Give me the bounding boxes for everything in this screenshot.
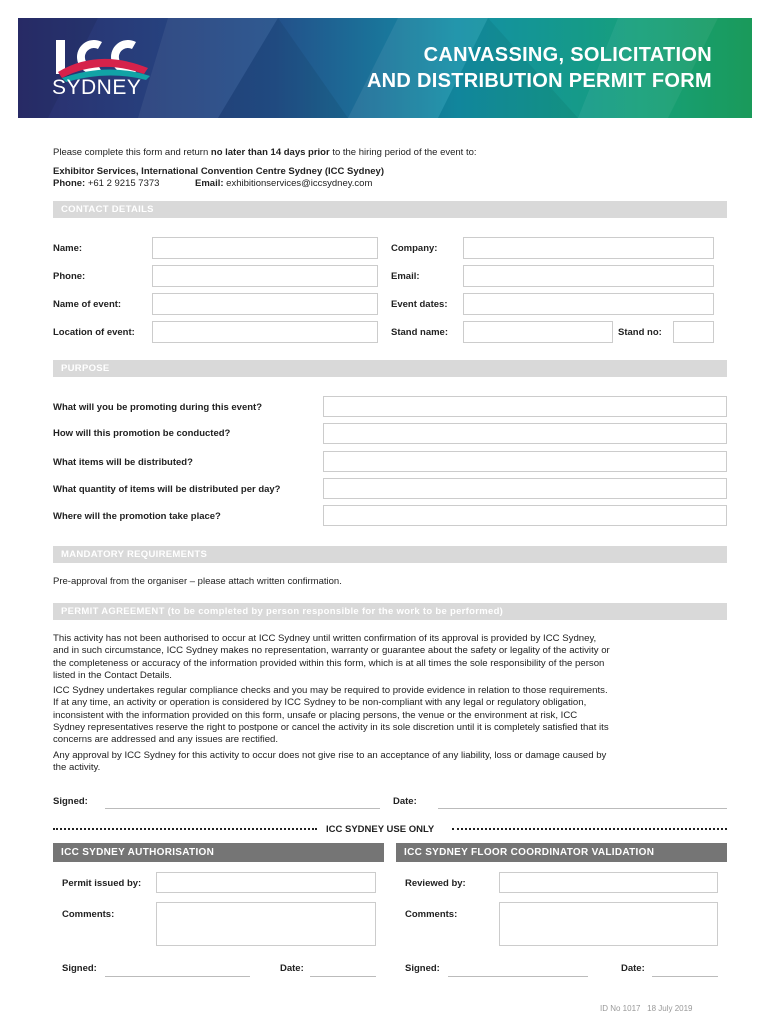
- email-label: Email:: [195, 178, 224, 189]
- date-label: Date:: [393, 796, 417, 807]
- date-field[interactable]: [438, 794, 727, 809]
- name-label: Name:: [53, 243, 83, 254]
- comments-right-label: Comments:: [405, 909, 458, 920]
- date-left-label: Date:: [280, 963, 304, 974]
- phone-label: Phone:: [53, 178, 86, 189]
- intro-text: [53, 147, 477, 158]
- items-field[interactable]: [323, 451, 727, 472]
- event-dates-field[interactable]: [463, 293, 714, 315]
- signed-field[interactable]: [105, 794, 380, 809]
- stand-name-label: Stand name:: [391, 327, 449, 338]
- contact-line: Exhibitor Services, International Convention Centre Sydney (ICC Sydney): [53, 166, 384, 177]
- title-line-1: CANVASSING, SOLICITATION: [423, 44, 712, 66]
- agreement-line: and in such circumstance, ICC Sydney makes no representation, warranty or guarantee about the safety or legality of the activity or: [53, 645, 610, 657]
- comments-right-field[interactable]: [499, 902, 718, 946]
- floor-coordinator-heading: ICC SYDNEY FLOOR COORDINATOR VALIDATION: [396, 843, 727, 862]
- stand-name-field[interactable]: [463, 321, 613, 343]
- intro-post: to the hiring period of the event to:: [329, 147, 477, 158]
- signed-left-label: Signed:: [62, 963, 97, 974]
- phone-value: +61 2 9215 7373: [85, 178, 160, 189]
- event-dates-label: Event dates:: [391, 299, 448, 310]
- divider-dots-right: [452, 828, 727, 830]
- quantity-field[interactable]: [323, 478, 727, 499]
- comments-left-field[interactable]: [156, 902, 376, 946]
- comments-left-label: Comments:: [62, 909, 115, 920]
- conducted-label: How will this promotion be conducted?: [53, 428, 231, 439]
- logo-sydney-text: SYDNEY: [52, 76, 142, 99]
- mandatory-text: Pre-approval from the organiser – please attach written confirmation.: [53, 576, 342, 587]
- authorisation-heading: ICC SYDNEY AUTHORISATION: [53, 843, 384, 862]
- agreement-line: ICC Sydney undertakes regular compliance checks and you may be required to provide evidence in relation to those requirements.: [53, 685, 608, 697]
- event-name-field[interactable]: [152, 293, 378, 315]
- agreement-line: If at any time, an activity or operation is considered by ICC Sydney to be non-compliant with any legal or regulatory obligation,: [53, 697, 587, 709]
- header-banner: [18, 18, 752, 118]
- agreement-line: inconsistent with the information provided on this form, unsafe or placing persons, the venue or the environment at risk, ICC: [53, 709, 578, 721]
- reviewed-field[interactable]: [499, 872, 718, 893]
- phone-line: [53, 178, 159, 189]
- page-title: [367, 42, 712, 94]
- agreement-line: listed in the Contact Details.: [53, 669, 172, 681]
- phone-field[interactable]: [152, 265, 378, 287]
- date-right-field[interactable]: [652, 962, 718, 977]
- name-field[interactable]: [152, 237, 378, 259]
- quantity-label: What quantity of items will be distributed per day?: [53, 484, 281, 495]
- mandatory-heading: MANDATORY REQUIREMENTS: [53, 546, 727, 563]
- company-label: Company:: [391, 243, 438, 254]
- location-promo-label: Where will the promotion take place?: [53, 511, 221, 522]
- signed-right-field[interactable]: [448, 962, 588, 977]
- agreement-line: Any approval by ICC Sydney for this activity to occur does not give rise to an acceptance of any liability, loss or damage caused by: [53, 749, 607, 761]
- divider-dots-left: [53, 828, 317, 830]
- contact-details-heading: CONTACT DETAILS: [53, 201, 727, 218]
- permit-issued-field[interactable]: [156, 872, 376, 893]
- signed-label: Signed:: [53, 796, 88, 807]
- title-line-2: AND DISTRIBUTION PERMIT FORM: [366, 70, 712, 92]
- agreement-line: Sydney representatives reserve the right to postpone or cancel the activity in its sole discretion until it is completely satisfied that its: [53, 722, 609, 734]
- permit-issued-label: Permit issued by:: [62, 878, 142, 889]
- intro-deadline: no later than 14 days prior: [210, 147, 330, 158]
- agreement-line: This activity has not been authorised to occur at ICC Sydney until written confirmation of its approval is provided by ICC Sydney,: [53, 633, 597, 644]
- agreement-text: [53, 633, 733, 774]
- agreement-heading: PERMIT AGREEMENT (to be completed by person responsible for the work to be performed): [53, 603, 727, 620]
- phone-field-label: Phone:: [53, 271, 86, 282]
- email-line: [195, 178, 372, 189]
- form-id: ID No 1017 18 July 2019: [600, 1004, 693, 1013]
- purpose-heading: PURPOSE: [53, 360, 727, 377]
- items-label: What items will be distributed?: [53, 457, 193, 468]
- signed-left-field[interactable]: [105, 962, 250, 977]
- promoting-field[interactable]: [323, 396, 727, 417]
- agreement-line: concerns are addressed and any issues are rectified.: [53, 734, 279, 746]
- icc-use-only-label: ICC SYDNEY USE ONLY: [326, 824, 435, 835]
- stand-no-label: Stand no:: [618, 327, 662, 338]
- location-label: Location of event:: [53, 327, 135, 338]
- location-field[interactable]: [152, 321, 378, 343]
- company-field[interactable]: [463, 237, 714, 259]
- email-field[interactable]: [463, 265, 714, 287]
- promoting-label: What will you be promoting during this event?: [53, 402, 262, 413]
- intro-pre: Please complete this form and return: [53, 147, 211, 158]
- email-value[interactable]: exhibitionservices@iccsydney.com: [223, 178, 373, 189]
- signed-right-label: Signed:: [405, 963, 440, 974]
- email-field-label: Email:: [391, 271, 420, 282]
- date-left-field[interactable]: [310, 962, 376, 977]
- event-name-label: Name of event:: [53, 299, 122, 310]
- stand-no-field[interactable]: [673, 321, 714, 343]
- reviewed-label: Reviewed by:: [405, 878, 466, 889]
- conducted-field[interactable]: [323, 423, 727, 444]
- agreement-line: the completeness or accuracy of the information provided within this form, which is at all times the sole responsibility of the person: [53, 657, 605, 669]
- location-promo-field[interactable]: [323, 505, 727, 526]
- date-right-label: Date:: [621, 963, 645, 974]
- agreement-line: the activity.: [53, 761, 101, 773]
